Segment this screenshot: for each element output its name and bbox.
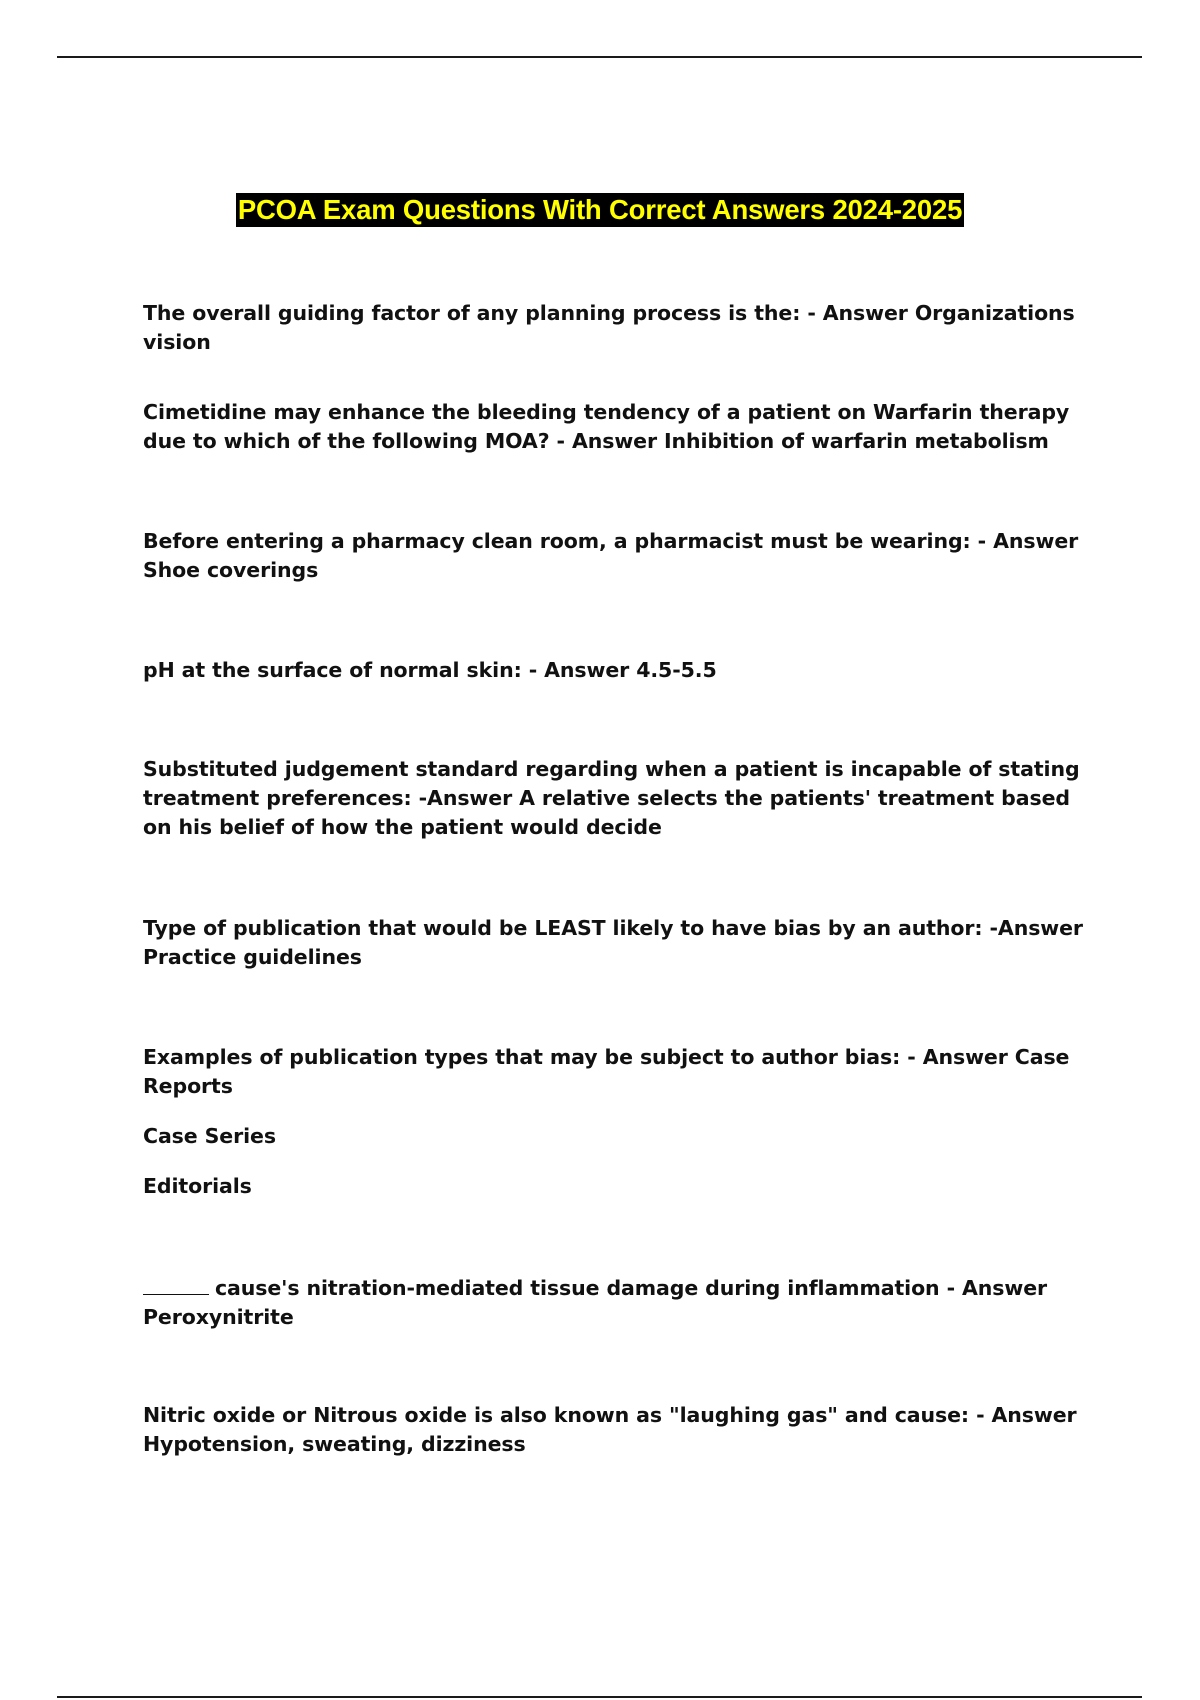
- fill-in-blank: [143, 1272, 209, 1295]
- qa-text-wrap: [143, 1272, 1083, 1332]
- qa-text: Before entering a pharmacy clean room, a pharmacist must be wearing: - Answer Shoe coverings: [143, 529, 1079, 582]
- footer-rule: [57, 1696, 1142, 1698]
- qa-text: Nitric oxide or Nitrous oxide is also known as "laughing gas" and cause: - Answer Hypotension, sweating, dizziness: [143, 1403, 1077, 1456]
- qa-item-6: [143, 914, 1083, 972]
- qa-text: Cimetidine may enhance the bleeding tendency of a patient on Warfarin therapy due to which of the following MOA? - Answer Inhibition of warfarin metabolism: [143, 400, 1070, 453]
- qa-item-2: [143, 398, 1083, 456]
- qa-item-8: [143, 1272, 1083, 1332]
- qa-item-4: [143, 656, 1083, 685]
- qa-text: Substituted judgement standard regarding when a patient is incapable of stating treatment preferences: -Answer A relative selects the patients' treatment based on his belief of how the patient would decide: [143, 757, 1080, 839]
- qa-item-9: [143, 1401, 1083, 1459]
- qa-item-7: [143, 1043, 1083, 1201]
- qa-item-1: [143, 299, 1083, 357]
- qa-text: cause's nitration-mediated tissue damage during inflammation - Answer Peroxynitrite: [143, 1276, 1048, 1329]
- qa-item-3: [143, 527, 1083, 585]
- qa-extra-line: Editorials: [143, 1174, 252, 1198]
- document-title: PCOA Exam Questions With Correct Answers 2024-2025: [237, 194, 963, 225]
- qa-text: The overall guiding factor of any planning process is the: - Answer Organizations vision: [143, 301, 1075, 354]
- qa-text: Type of publication that would be LEAST likely to have bias by an author: -Answer Practice guidelines: [143, 916, 1083, 969]
- qa-extra-line: Case Series: [143, 1124, 276, 1148]
- qa-text: pH at the surface of normal skin: - Answer 4.5-5.5: [143, 658, 717, 682]
- qa-item-5: [143, 755, 1083, 842]
- title-container: [0, 193, 1200, 227]
- header-rule: [57, 56, 1142, 58]
- qa-text: Examples of publication types that may be subject to author bias: - Answer Case Reports: [143, 1045, 1070, 1098]
